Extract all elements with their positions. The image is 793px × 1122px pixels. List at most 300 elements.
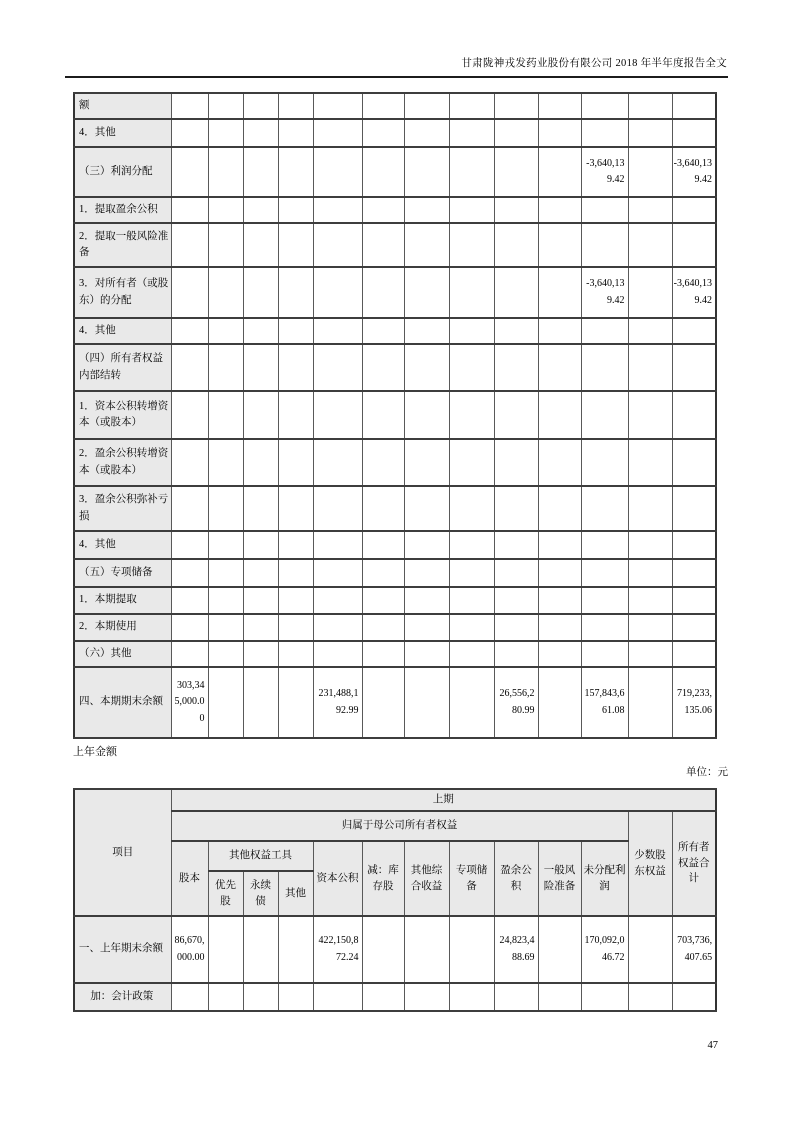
value-cell: 719,233,135.06 xyxy=(672,667,716,738)
value-cell xyxy=(449,223,494,267)
value-cell xyxy=(208,93,243,119)
value-cell xyxy=(538,983,581,1011)
header-period: 上期 xyxy=(171,789,716,811)
value-cell xyxy=(362,197,404,223)
value-cell xyxy=(628,391,672,439)
value-cell xyxy=(538,559,581,587)
value-cell xyxy=(313,391,362,439)
value-cell xyxy=(538,93,581,119)
value-cell xyxy=(404,439,449,486)
value-cell xyxy=(538,344,581,391)
equity-change-table-current xyxy=(73,92,717,739)
value-cell xyxy=(628,197,672,223)
row-label: 四、本期期末余额 xyxy=(74,667,171,738)
value-cell xyxy=(243,344,278,391)
value-cell xyxy=(278,983,313,1011)
value-cell xyxy=(313,614,362,641)
value-cell xyxy=(404,223,449,267)
value-cell xyxy=(208,486,243,531)
value-cell xyxy=(538,587,581,614)
value-cell xyxy=(494,439,538,486)
equity-change-table-prior-year xyxy=(73,788,717,1012)
value-cell xyxy=(449,147,494,197)
value-cell xyxy=(243,667,278,738)
value-cell xyxy=(208,983,243,1011)
header-share-capital: 股本 xyxy=(171,841,208,916)
value-cell xyxy=(243,641,278,667)
row-label: 1．提取盈余公积 xyxy=(74,197,171,223)
value-cell xyxy=(404,197,449,223)
value-cell xyxy=(628,641,672,667)
row-label: （六）其他 xyxy=(74,641,171,667)
value-cell xyxy=(449,318,494,344)
value-cell xyxy=(278,587,313,614)
value-cell xyxy=(672,119,716,147)
value-cell xyxy=(362,119,404,147)
value-cell xyxy=(494,318,538,344)
prior-year-amount-note: 上年金额 xyxy=(73,746,117,758)
table-row xyxy=(74,486,716,531)
value-cell xyxy=(171,344,208,391)
value-cell xyxy=(278,916,313,983)
value-cell xyxy=(538,916,581,983)
value-cell xyxy=(278,641,313,667)
table-row xyxy=(74,197,716,223)
header-other-comprehensive-income: 其他综合收益 xyxy=(404,841,449,916)
value-cell xyxy=(404,119,449,147)
value-cell xyxy=(494,147,538,197)
value-cell xyxy=(243,486,278,531)
value-cell xyxy=(208,197,243,223)
value-cell xyxy=(362,267,404,318)
table-row xyxy=(74,267,716,318)
value-cell xyxy=(494,641,538,667)
value-cell xyxy=(243,439,278,486)
value-cell xyxy=(494,267,538,318)
table-row xyxy=(74,93,716,119)
value-cell xyxy=(313,559,362,587)
row-label: 1．本期提取 xyxy=(74,587,171,614)
value-cell xyxy=(208,119,243,147)
value-cell xyxy=(243,983,278,1011)
value-cell xyxy=(449,93,494,119)
value-cell xyxy=(494,614,538,641)
value-cell xyxy=(362,223,404,267)
value-cell xyxy=(449,267,494,318)
value-cell xyxy=(208,439,243,486)
value-cell xyxy=(581,983,628,1011)
table-row xyxy=(74,916,716,983)
value-cell xyxy=(628,486,672,531)
row-label: 2．提取一般风险准备 xyxy=(74,223,171,267)
value-cell xyxy=(362,391,404,439)
value-cell xyxy=(672,486,716,531)
value-cell xyxy=(208,223,243,267)
value-cell: 231,488,192.99 xyxy=(313,667,362,738)
value-cell xyxy=(313,531,362,559)
value-cell xyxy=(449,439,494,486)
value-cell xyxy=(494,197,538,223)
value-cell xyxy=(362,318,404,344)
value-cell xyxy=(278,93,313,119)
value-cell xyxy=(494,983,538,1011)
value-cell xyxy=(672,391,716,439)
value-cell xyxy=(628,667,672,738)
value-cell xyxy=(581,559,628,587)
row-label: 3．对所有者（或股东）的分配 xyxy=(74,267,171,318)
value-cell xyxy=(208,587,243,614)
value-cell xyxy=(171,223,208,267)
table-row xyxy=(74,318,716,344)
value-cell xyxy=(278,439,313,486)
value-cell xyxy=(628,614,672,641)
value-cell xyxy=(628,531,672,559)
value-cell: -3,640,139.42 xyxy=(581,147,628,197)
value-cell xyxy=(208,559,243,587)
value-cell xyxy=(362,587,404,614)
value-cell xyxy=(278,486,313,531)
value-cell xyxy=(362,614,404,641)
value-cell xyxy=(404,916,449,983)
value-cell xyxy=(171,93,208,119)
value-cell xyxy=(313,439,362,486)
value-cell xyxy=(449,667,494,738)
value-cell xyxy=(538,197,581,223)
header-less-treasury-stock: 减：库存股 xyxy=(362,841,404,916)
value-cell xyxy=(581,119,628,147)
value-cell xyxy=(278,147,313,197)
table-row xyxy=(74,391,716,439)
value-cell xyxy=(243,391,278,439)
value-cell xyxy=(538,641,581,667)
value-cell xyxy=(243,93,278,119)
header-general-risk-reserve: 一般风险准备 xyxy=(538,841,581,916)
table-row xyxy=(74,641,716,667)
value-cell xyxy=(672,587,716,614)
value-cell xyxy=(672,983,716,1011)
value-cell xyxy=(538,614,581,641)
value-cell xyxy=(208,667,243,738)
table-row xyxy=(74,531,716,559)
value-cell: 703,736,407.65 xyxy=(672,916,716,983)
header-perpetual-bond: 永续债 xyxy=(243,871,278,916)
value-cell xyxy=(171,391,208,439)
value-cell xyxy=(243,147,278,197)
value-cell xyxy=(278,559,313,587)
value-cell: 86,670,000.00 xyxy=(171,916,208,983)
value-cell xyxy=(449,559,494,587)
value-cell xyxy=(278,119,313,147)
row-label: 4．其他 xyxy=(74,318,171,344)
value-cell xyxy=(313,119,362,147)
header-total-equity: 所有者权益合计 xyxy=(672,811,716,916)
value-cell xyxy=(404,667,449,738)
header-minority-interest: 少数股东权益 xyxy=(628,811,672,916)
header-capital-reserve: 资本公积 xyxy=(313,841,362,916)
value-cell xyxy=(538,267,581,318)
value-cell xyxy=(449,641,494,667)
value-cell xyxy=(313,486,362,531)
header-rule xyxy=(65,76,728,78)
value-cell xyxy=(672,93,716,119)
value-cell xyxy=(243,318,278,344)
header-other: 其他 xyxy=(278,871,313,916)
value-cell xyxy=(581,614,628,641)
value-cell xyxy=(494,93,538,119)
value-cell xyxy=(171,267,208,318)
value-cell xyxy=(672,439,716,486)
value-cell xyxy=(449,916,494,983)
value-cell xyxy=(581,486,628,531)
value-cell xyxy=(581,587,628,614)
value-cell xyxy=(628,559,672,587)
value-cell xyxy=(243,531,278,559)
row-label: （三）利润分配 xyxy=(74,147,171,197)
value-cell xyxy=(243,614,278,641)
value-cell xyxy=(449,119,494,147)
value-cell xyxy=(494,119,538,147)
value-cell xyxy=(672,197,716,223)
value-cell xyxy=(171,119,208,147)
value-cell xyxy=(362,983,404,1011)
value-cell: -3,640,139.42 xyxy=(672,147,716,197)
value-cell xyxy=(581,439,628,486)
value-cell xyxy=(404,614,449,641)
value-cell xyxy=(404,983,449,1011)
value-cell xyxy=(628,439,672,486)
row-label: 2．本期使用 xyxy=(74,614,171,641)
table-row xyxy=(74,344,716,391)
value-cell xyxy=(278,391,313,439)
value-cell xyxy=(628,344,672,391)
value-cell xyxy=(538,119,581,147)
header-undistributed-profit: 未分配利润 xyxy=(581,841,628,916)
value-cell xyxy=(362,916,404,983)
value-cell xyxy=(404,486,449,531)
value-cell xyxy=(313,318,362,344)
header-other-equity-instruments: 其他权益工具 xyxy=(208,841,313,871)
value-cell: 157,843,661.08 xyxy=(581,667,628,738)
value-cell: -3,640,139.42 xyxy=(672,267,716,318)
value-cell xyxy=(404,531,449,559)
value-cell xyxy=(672,223,716,267)
value-cell xyxy=(581,641,628,667)
value-cell xyxy=(538,439,581,486)
value-cell xyxy=(672,559,716,587)
value-cell xyxy=(313,197,362,223)
value-cell xyxy=(538,318,581,344)
value-cell xyxy=(278,614,313,641)
value-cell: 26,556,280.99 xyxy=(494,667,538,738)
unit-label: 单位：元 xyxy=(686,767,728,778)
value-cell xyxy=(628,318,672,344)
value-cell xyxy=(313,983,362,1011)
value-cell xyxy=(672,318,716,344)
value-cell xyxy=(208,344,243,391)
value-cell xyxy=(404,267,449,318)
value-cell xyxy=(628,147,672,197)
row-label: （五）专项储备 xyxy=(74,559,171,587)
value-cell xyxy=(208,531,243,559)
value-cell xyxy=(581,93,628,119)
value-cell xyxy=(628,267,672,318)
header-item: 项目 xyxy=(74,789,171,916)
header-surplus-reserve: 盈余公积 xyxy=(494,841,538,916)
value-cell xyxy=(538,667,581,738)
value-cell xyxy=(404,93,449,119)
table-row xyxy=(74,587,716,614)
value-cell xyxy=(362,531,404,559)
value-cell xyxy=(243,916,278,983)
value-cell xyxy=(494,486,538,531)
value-cell xyxy=(538,147,581,197)
value-cell xyxy=(362,486,404,531)
value-cell xyxy=(171,587,208,614)
row-label: 加：会计政策 xyxy=(74,983,171,1011)
value-cell xyxy=(494,559,538,587)
page-number: 47 xyxy=(707,1040,718,1051)
value-cell xyxy=(628,983,672,1011)
value-cell xyxy=(171,486,208,531)
table-row xyxy=(74,667,716,738)
value-cell xyxy=(171,641,208,667)
value-cell xyxy=(449,983,494,1011)
value-cell xyxy=(208,267,243,318)
value-cell xyxy=(538,391,581,439)
row-label: （四）所有者权益内部结转 xyxy=(74,344,171,391)
row-label: 3．盈余公积弥补亏损 xyxy=(74,486,171,531)
value-cell xyxy=(362,147,404,197)
row-label: 2．盈余公积转增资本（或股本） xyxy=(74,439,171,486)
value-cell xyxy=(171,147,208,197)
value-cell xyxy=(628,916,672,983)
value-cell xyxy=(208,147,243,197)
value-cell: 422,150,872.24 xyxy=(313,916,362,983)
value-cell xyxy=(581,344,628,391)
table-row xyxy=(74,147,716,197)
row-label: 1．资本公积转增资本（或股本） xyxy=(74,391,171,439)
value-cell xyxy=(362,439,404,486)
value-cell xyxy=(278,197,313,223)
header-special-reserve: 专项储备 xyxy=(449,841,494,916)
value-cell xyxy=(494,223,538,267)
value-cell xyxy=(313,147,362,197)
table-row xyxy=(74,559,716,587)
value-cell xyxy=(538,531,581,559)
value-cell xyxy=(494,587,538,614)
value-cell: 303,345,000.00 xyxy=(171,667,208,738)
value-cell xyxy=(362,667,404,738)
value-cell xyxy=(362,641,404,667)
value-cell xyxy=(672,641,716,667)
table-row xyxy=(74,614,716,641)
value-cell xyxy=(313,267,362,318)
value-cell xyxy=(208,391,243,439)
value-cell xyxy=(494,344,538,391)
value-cell xyxy=(313,93,362,119)
value-cell: 170,092,046.72 xyxy=(581,916,628,983)
value-cell xyxy=(581,391,628,439)
value-cell xyxy=(313,587,362,614)
value-cell xyxy=(628,93,672,119)
value-cell xyxy=(171,983,208,1011)
value-cell xyxy=(404,641,449,667)
value-cell xyxy=(278,531,313,559)
value-cell xyxy=(404,391,449,439)
value-cell xyxy=(628,119,672,147)
value-cell xyxy=(404,344,449,391)
value-cell xyxy=(449,486,494,531)
value-cell: -3,640,139.42 xyxy=(581,267,628,318)
row-label: 额 xyxy=(74,93,171,119)
value-cell xyxy=(171,614,208,641)
header-preferred-stock: 优先股 xyxy=(208,871,243,916)
value-cell xyxy=(404,559,449,587)
value-cell xyxy=(494,391,538,439)
value-cell xyxy=(208,318,243,344)
value-cell xyxy=(449,587,494,614)
value-cell xyxy=(362,93,404,119)
value-cell xyxy=(449,344,494,391)
value-cell xyxy=(278,223,313,267)
value-cell xyxy=(278,318,313,344)
value-cell xyxy=(404,318,449,344)
value-cell xyxy=(404,587,449,614)
page-header-title: 甘肃陇神戎发药业股份有限公司 2018 年半年度报告全文 xyxy=(461,58,727,69)
value-cell xyxy=(243,119,278,147)
value-cell xyxy=(171,318,208,344)
value-cell xyxy=(208,641,243,667)
value-cell xyxy=(278,344,313,391)
row-label: 一、上年期末余额 xyxy=(74,916,171,983)
row-label: 4．其他 xyxy=(74,531,171,559)
value-cell xyxy=(581,318,628,344)
value-cell xyxy=(171,531,208,559)
value-cell xyxy=(672,531,716,559)
value-cell xyxy=(449,197,494,223)
value-cell xyxy=(581,197,628,223)
value-cell xyxy=(313,344,362,391)
value-cell xyxy=(581,223,628,267)
value-cell xyxy=(243,223,278,267)
value-cell xyxy=(672,344,716,391)
value-cell xyxy=(672,614,716,641)
row-label: 4．其他 xyxy=(74,119,171,147)
value-cell xyxy=(628,223,672,267)
value-cell xyxy=(362,344,404,391)
table-row xyxy=(74,223,716,267)
value-cell xyxy=(628,587,672,614)
value-cell xyxy=(581,531,628,559)
value-cell xyxy=(171,197,208,223)
value-cell xyxy=(313,641,362,667)
value-cell xyxy=(449,391,494,439)
value-cell xyxy=(171,559,208,587)
value-cell xyxy=(243,559,278,587)
value-cell xyxy=(208,614,243,641)
value-cell: 24,823,488.69 xyxy=(494,916,538,983)
value-cell xyxy=(449,531,494,559)
value-cell xyxy=(538,223,581,267)
value-cell xyxy=(494,531,538,559)
value-cell xyxy=(362,559,404,587)
value-cell xyxy=(171,439,208,486)
value-cell xyxy=(243,587,278,614)
value-cell xyxy=(243,267,278,318)
value-cell xyxy=(538,486,581,531)
table-row xyxy=(74,983,716,1011)
header-parent-equity: 归属于母公司所有者权益 xyxy=(171,811,628,841)
